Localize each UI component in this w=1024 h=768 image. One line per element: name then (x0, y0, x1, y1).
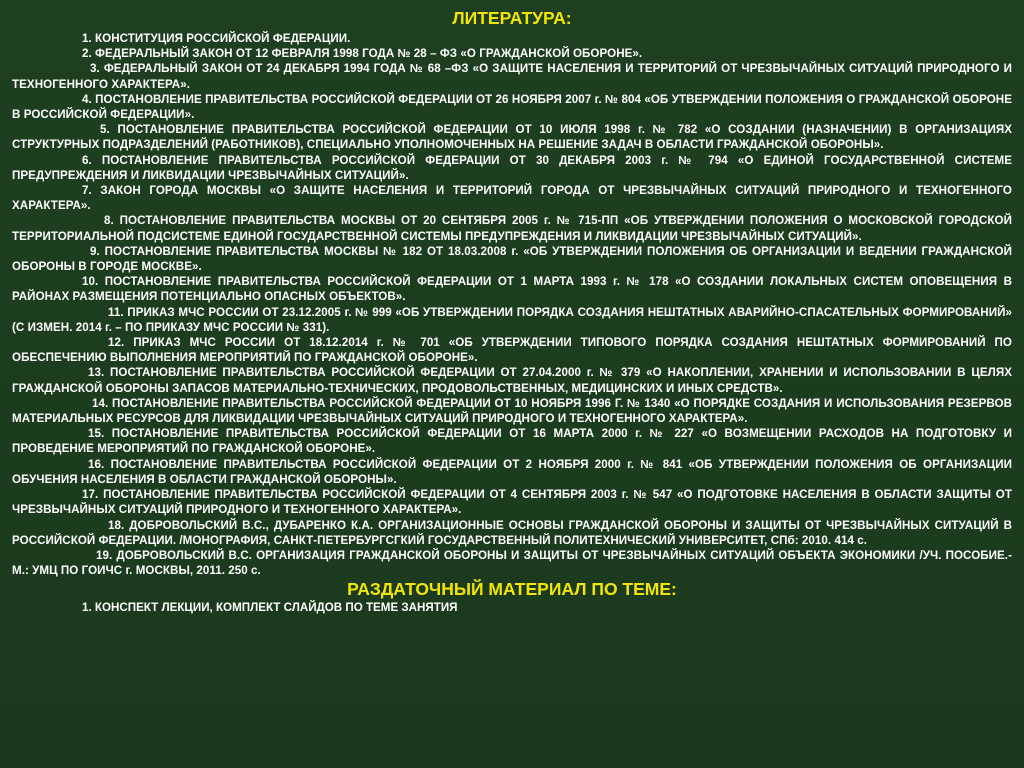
literature-item (12, 274, 1012, 304)
literature-item (12, 122, 1012, 152)
literature-item-text: 9. ПОСТАНОВЛЕНИЕ ПРАВИТЕЛЬСТВА МОСКВЫ № 182 ОТ 18.03.2008 г. «ОБ УТВЕРЖДЕНИИ ПОЛОЖЕНИЯ ОБ ОРГАНИЗАЦИИ И ВЕДЕНИИ ГРАЖДАНСКОЙ ОБОРОНЫ В ГОРОДЕ МОСКВЕ». (12, 244, 1012, 274)
literature-item (12, 153, 1012, 183)
handout-list (12, 600, 1012, 615)
literature-item-text: 5. ПОСТАНОВЛЕНИЕ ПРАВИТЕЛЬСТВА РОССИЙСКОЙ ФЕДЕРАЦИИ ОТ 10 ИЮЛЯ 1998 г. № 782 «О СОЗДАНИИ (НАЗНАЧЕНИИ) В ОРГАНИЗАЦИЯХ СТРУКТУРНЫХ ПОДРАЗДЕЛЕНИЙ (РАБОТНИКОВ), СПЕЦИАЛЬНО УПОЛНОМОЧЕННЫХ НА РЕШЕНИЕ ЗАДАЧ В ОБЛАСТИ ГРАЖДАНСКОЙ ОБОРОНЫ». (12, 123, 1012, 152)
literature-item-text: 10. ПОСТАНОВЛЕНИЕ ПРАВИТЕЛЬСТВА РОССИЙСКОЙ ФЕДЕРАЦИИ ОТ 1 МАРТА 1993 г. № 178 «О СОЗДАНИИ ЛОКАЛЬНЫХ СИСТЕМ ОПОВЕЩЕНИЯ В РАЙОНАХ РАЗМЕЩЕНИЯ ПОТЕНЦИАЛЬНО ОПАСНЫХ ОБЪЕКТОВ». (12, 275, 1012, 304)
literature-item-text: 11. ПРИКАЗ МЧС РОССИИ ОТ 23.12.2005 г. № 999 «ОБ УТВЕРЖДЕНИИ ПОРЯДКА СОЗДАНИЯ НЕШТАТНЫХ АВАРИЙНО-СПАСАТЕЛЬНЫХ ФОРМИРОВАНИЙ» (С ИЗМЕН. 2014 г. – ПО ПРИКАЗУ МЧС РОССИИ № 331). (12, 305, 1012, 334)
literature-item (12, 305, 1012, 335)
literature-item-text: 19. ДОБРОВОЛЬСКИЙ В.С. ОРГАНИЗАЦИЯ ГРАЖДАНСКОЙ ОБОРОНЫ И ЗАЩИТЫ ОТ ЧРЕЗВЫЧАЙНЫХ СИТУАЦИЙ ОБЪЕКТА ЭКОНОМИКИ /УЧ. ПОСОБИЕ.-М.: УМЦ ПО ГОИЧС г. МОСКВЫ, 2011. 250 с. (12, 548, 1012, 578)
literature-item (12, 31, 1012, 46)
literature-item-text: 2. ФЕДЕРАЛЬНЫЙ ЗАКОН ОТ 12 ФЕВРАЛЯ 1998 ГОДА № 28 – ФЗ «О ГРАЖДАНСКОЙ ОБОРОНЕ». (82, 47, 643, 61)
literature-item-text: 7. ЗАКОН ГОРОДА МОСКВЫ «О ЗАЩИТЕ НАСЕЛЕНИЯ И ТЕРРИТОРИЙ ГОРОДА ОТ ЧРЕЗВЫЧАЙНЫХ СИТУАЦИЙ ПРИРОДНОГО И ТЕХНОГЕННОГО ХАРАКТЕРА». (12, 184, 1012, 213)
handout-item: 1. КОНСПЕКТ ЛЕКЦИИ, КОМПЛЕКТ СЛАЙДОВ ПО ТЕМЕ ЗАНЯТИЯ (82, 601, 458, 615)
literature-item (12, 365, 1012, 395)
literature-list (12, 31, 1012, 578)
literature-item-text: 12. ПРИКАЗ МЧС РОССИИ ОТ 18.12.2014 г. № 701 «ОБ УТВЕРЖДЕНИИ ТИПОВОГО ПОРЯДКА СОЗДАНИЯ НЕШТАТНЫХ ФОРМИРОВАНИЙ ПО ОБЕСПЕЧЕНИЮ ВЫПОЛНЕНИЯ МЕРОПРИЯТИЙ ПО ГРАЖДАНСКОЙ ОБОРОНЕ». (12, 336, 1012, 365)
literature-item (12, 46, 1012, 61)
literature-item (12, 426, 1012, 456)
literature-item-text: 3. ФЕДЕРАЛЬНЫЙ ЗАКОН ОТ 24 ДЕКАБРЯ 1994 ГОДА № 68 –ФЗ «О ЗАЩИТЕ НАСЕЛЕНИЯ И ТЕРРИТОРИЙ ОТ ЧРЕЗВЫЧАЙНЫХ СИТУАЦИЙ ПРИРОДНОГО И ТЕХНОГЕННОГО ХАРАКТЕРА». (12, 62, 1012, 91)
literature-item (12, 548, 1012, 578)
literature-item (12, 457, 1012, 487)
literature-item-text: 8. ПОСТАНОВЛЕНИЕ ПРАВИТЕЛЬСТВА МОСКВЫ ОТ 20 СЕНТЯБРЯ 2005 г. № 715-ПП «ОБ УТВЕРЖДЕНИИ ПОЛОЖЕНИЯ О МОСКОВСКОЙ ГОРОДСКОЙ ТЕРРИТОРИАЛЬНОЙ ПОДСИСТЕМЕ ЕДИНОЙ ГОСУДАРСТВЕННОЙ СИСТЕМЫ ПРЕДУПРЕЖДЕНИЯ И ЛИКВИДАЦИИ ЧРЕЗВЫЧАЙНЫХ СИТУАЦИЙ». (12, 214, 1012, 243)
literature-item-text: 15. ПОСТАНОВЛЕНИЕ ПРАВИТЕЛЬСТВА РОССИЙСКОЙ ФЕДЕРАЦИИ ОТ 16 МАРТА 2000 г. № 227 «О ВОЗМЕЩЕНИИ РАСХОДОВ НА ПОДГОТОВКУ И ПРОВЕДЕНИЕ МЕРОПРИЯТИЙ ПО ГРАЖДАНСКОЙ ОБОРОНЕ». (12, 427, 1012, 456)
handout-heading: РАЗДАТОЧНЫЙ МАТЕРИАЛ ПО ТЕМЕ: (347, 579, 677, 600)
literature-item-text: 1. КОНСТИТУЦИЯ РОССИЙСКОЙ ФЕДЕРАЦИИ. (82, 32, 351, 45)
literature-item (12, 518, 1012, 548)
literature-item-text: 6. ПОСТАНОВЛЕНИЕ ПРАВИТЕЛЬСТВА РОССИЙСКОЙ ФЕДЕРАЦИИ ОТ 30 ДЕКАБРЯ 2003 г. № 794 «О ЕДИНОЙ ГОСУДАРСТВЕННОЙ СИСТЕМЕ ПРЕДУПРЕЖДЕНИЯ И ЛИКВИДАЦИИ ЧРЕЗВЫЧАЙНЫХ СИТУАЦИЙ». (12, 153, 1012, 182)
literature-item-text: 16. ПОСТАНОВЛЕНИЕ ПРАВИТЕЛЬСТВА РОССИЙСКОЙ ФЕДЕРАЦИИ ОТ 2 НОЯБРЯ 2000 г. № 841 «ОБ УТВЕРЖДЕНИИ ПОЛОЖЕНИЯ ОБ ОРГАНИЗАЦИИ ОБУЧЕНИЯ НАСЕЛЕНИЯ В ОБЛАСТИ ГРАЖДАНСКОЙ ОБОРОНЫ». (12, 457, 1012, 486)
literature-item (12, 396, 1012, 426)
literature-item-text: 14. ПОСТАНОВЛЕНИЕ ПРАВИТЕЛЬСТВА РОССИЙСКОЙ ФЕДЕРАЦИИ ОТ 10 НОЯБРЯ 1996 Г. № 1340 «О ПОРЯДКЕ СОЗДАНИЯ И ИСПОЛЬЗОВАНИЯ РЕЗЕРВОВ МАТЕРИАЛЬНЫХ РЕСУРСОВ ДЛЯ ЛИКВИДАЦИИ ЧРЕЗВЫЧАЙНЫХ СИТУАЦИЙ ПРИРОДНОГО И ТЕХНОГЕННОГО ХАРАКТЕРА». (12, 396, 1012, 426)
literature-item (12, 183, 1012, 213)
literature-item-text: 4. ПОСТАНОВЛЕНИЕ ПРАВИТЕЛЬСТВА РОССИЙСКОЙ ФЕДЕРАЦИИ ОТ 26 НОЯБРЯ 2007 г. № 804 «ОБ УТВЕРЖДЕНИИ ПОЛОЖЕНИЯ О ГРАЖДАНСКОЙ ОБОРОНЕ В РОССИЙСКОЙ ФЕДЕРАЦИИ». (12, 92, 1012, 122)
literature-item (12, 335, 1012, 365)
literature-item (12, 213, 1012, 243)
literature-item-text: 13. ПОСТАНОВЛЕНИЕ ПРАВИТЕЛЬСТВА РОССИЙСКОЙ ФЕДЕРАЦИИ ОТ 27.04.2000 г. № 379 «О НАКОПЛЕНИИ, ХРАНЕНИИ И ИСПОЛЬЗОВАНИИ В ЦЕЛЯХ ГРАЖДАНСКОЙ ОБОРОНЫ ЗАПАСОВ МАТЕРИАЛЬНО-ТЕХНИЧЕСКИХ, ПРОДОВОЛЬСТВЕННЫХ, МЕДИЦИНСКИХ И ИНЫХ СРЕДСТВ». (12, 366, 1012, 395)
literature-heading: ЛИТЕРАТУРА: (452, 8, 572, 28)
literature-item (12, 61, 1012, 91)
literature-item (12, 244, 1012, 274)
literature-item (12, 92, 1012, 122)
literature-item-text: 18. ДОБРОВОЛЬСКИЙ В.С., ДУБАРЕНКО К.А. ОРГАНИЗАЦИОННЫЕ ОСНОВЫ ГРАЖДАНСКОЙ ОБОРОНЫ И ЗАЩИТЫ ОТ ЧРЕЗВЫЧАЙНЫХ СИТУАЦИЙ В РОССИЙСКОЙ ФЕДЕРАЦИИ. /МОНОГРАФИЯ, САНКТ-ПЕТЕРБУРГСГКИЙ ГОСУДАРСТВЕННЫЙ ПОЛИТЕХНИЧЕСКИЙ УНИВЕРСИТЕТ, СПб: 2010. 414 с. (12, 518, 1012, 547)
literature-item (12, 487, 1012, 517)
literature-item-text: 17. ПОСТАНОВЛЕНИЕ ПРАВИТЕЛЬСТВА РОССИЙСКОЙ ФЕДЕРАЦИИ ОТ 4 СЕНТЯБРЯ 2003 г. № 547 «О ПОДГОТОВКЕ НАСЕЛЕНИЯ В ОБЛАСТИ ЗАЩИТЫ ОТ ЧРЕЗВЫЧАЙНЫХ СИТУАЦИЙ ПРИРОДНОГО И ТЕХНОГЕННОГО ХАРАКТЕРА». (12, 488, 1012, 517)
